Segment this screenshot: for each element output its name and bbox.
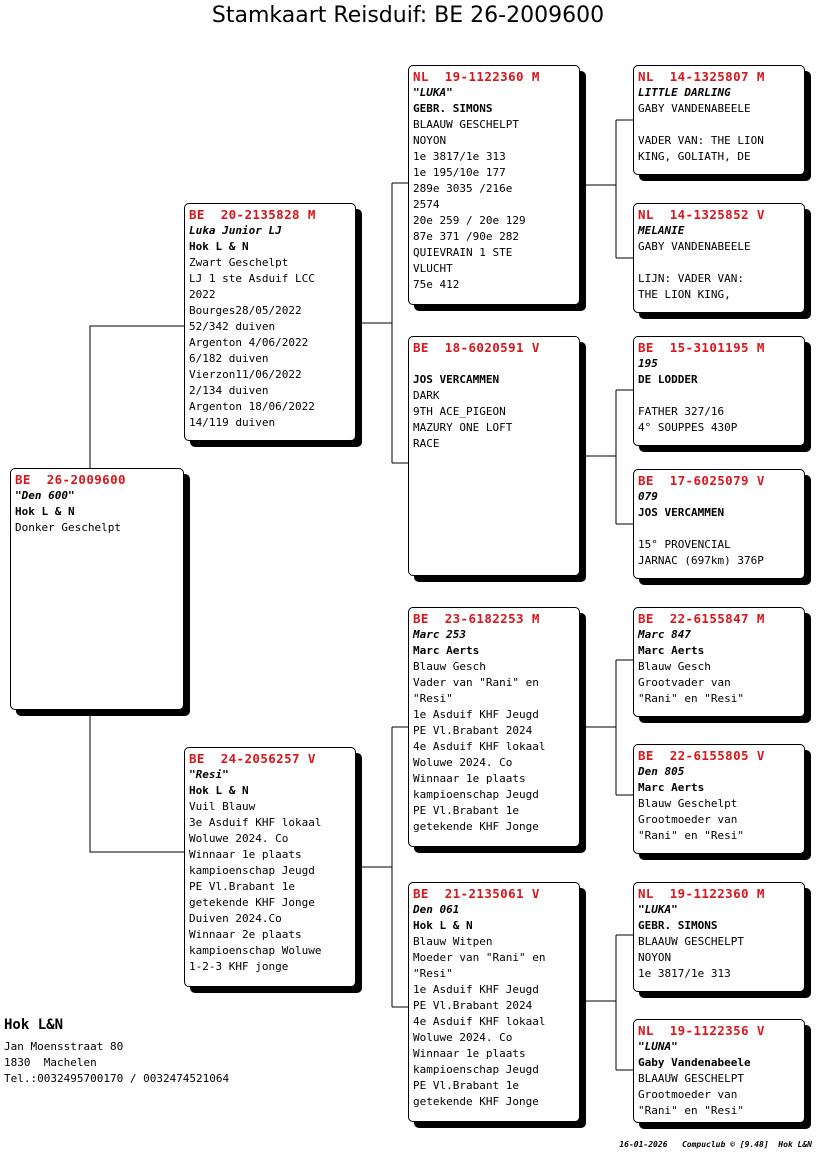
pigeon-detail-line: kampioenschap Jeugd bbox=[413, 788, 539, 801]
pigeon-detail-line: kampioenschap Jeugd bbox=[413, 1063, 539, 1076]
pigeon-detail-line: PE Vl.Brabant 1e bbox=[413, 804, 519, 817]
pigeon-detail-line: Argenton 18/06/2022 bbox=[189, 400, 315, 413]
pigeon-detail-line: 9TH ACE_PIGEON bbox=[413, 405, 506, 418]
pigeon-card-ggp-5[interactable] bbox=[633, 607, 805, 717]
pigeon-owner: JOS VERCAMMEN bbox=[413, 373, 500, 386]
pigeon-detail-line: NOYON bbox=[413, 134, 447, 147]
pigeon-detail-line: Grootmoeder van bbox=[638, 813, 738, 826]
pigeon-owner: DE LODDER bbox=[638, 373, 698, 386]
pigeon-detail-line: 4e Asduif KHF lokaal bbox=[413, 1015, 546, 1028]
pigeon-detail-line: Winnaar 1e plaats bbox=[413, 772, 526, 785]
pigeon-owner: Marc Aerts bbox=[638, 644, 705, 657]
pigeon-detail-line: LJ 1 ste Asduif LCC bbox=[189, 272, 315, 285]
pigeon-detail-line: Woluwe 2024. Co bbox=[413, 756, 513, 769]
pigeon-detail-line: 6/182 duiven bbox=[189, 352, 269, 365]
pigeon-detail-line: Winnaar 1e plaats bbox=[413, 1047, 526, 1060]
pigeon-detail-line: 289e 3035 /216e bbox=[413, 182, 513, 195]
pigeon-detail-line: 1-2-3 KHF jonge bbox=[189, 960, 289, 973]
pigeon-detail-line: Winnaar 2e plaats bbox=[189, 928, 302, 941]
pigeon-owner: GABY VANDENABEELE bbox=[638, 240, 751, 253]
pigeon-detail-line: BLAAUW GESCHELPT bbox=[638, 935, 744, 948]
pigeon-name: "Den 600" bbox=[15, 489, 75, 502]
owner-info bbox=[4, 1017, 229, 1087]
pigeon-owner: JOS VERCAMMEN bbox=[638, 506, 725, 519]
pigeon-card-ggp-3[interactable] bbox=[633, 336, 805, 446]
pigeon-card-dam[interactable] bbox=[184, 747, 356, 987]
pigeon-owner: Hok L & N bbox=[413, 919, 473, 932]
pigeon-detail-line bbox=[638, 388, 800, 404]
pigeon-detail-line: getekende KHF Jonge bbox=[189, 896, 315, 909]
pigeon-detail-line: "Rani" en "Resi" bbox=[638, 1104, 744, 1117]
pigeon-name: 195 bbox=[638, 357, 658, 370]
pigeon-detail-line: PE Vl.Brabant 2024 bbox=[413, 999, 533, 1012]
ring-number: BE 20-2135828 M bbox=[189, 207, 316, 222]
pigeon-owner: Gaby Vandenabeele bbox=[638, 1056, 751, 1069]
pigeon-name: 079 bbox=[638, 490, 658, 503]
pigeon-detail-line bbox=[638, 117, 800, 133]
pigeon-detail-line: BLAAUW GESCHELPT bbox=[638, 1072, 744, 1085]
pigeon-name: "Resi" bbox=[189, 768, 229, 781]
pigeon-detail-line: Blauw Witpen bbox=[413, 935, 493, 948]
pigeon-detail-line: Blauw Gesch bbox=[413, 660, 486, 673]
pigeon-card-subject[interactable] bbox=[10, 468, 184, 710]
pigeon-name: Marc 847 bbox=[638, 628, 691, 641]
pigeon-detail-line: 2/134 duiven bbox=[189, 384, 269, 397]
ring-number: BE 15-3101195 M bbox=[638, 340, 765, 355]
pigeon-card-granddam-paternal[interactable] bbox=[408, 336, 580, 576]
pigeon-detail-line: Vierzon11/06/2022 bbox=[189, 368, 302, 381]
pigeon-detail-line: "Rani" en "Resi" bbox=[638, 692, 744, 705]
owner-phone: Tel.:0032495700170 / 0032474521064 bbox=[4, 1072, 230, 1085]
ring-number: NL 14-1325852 V bbox=[638, 207, 765, 222]
pigeon-detail-line: VADER VAN: THE LION bbox=[638, 134, 764, 147]
pigeon-owner: Hok L & N bbox=[189, 784, 249, 797]
pigeon-detail-line: 2574 bbox=[413, 198, 440, 211]
pigeon-card-grandsire-maternal[interactable] bbox=[408, 607, 580, 847]
ring-number: BE 22-6155805 V bbox=[638, 748, 765, 763]
pigeon-card-sire[interactable] bbox=[184, 203, 356, 441]
pigeon-detail-line: Vader van "Rani" en bbox=[413, 676, 539, 689]
pigeon-detail-line: LIJN: VADER VAN: bbox=[638, 272, 744, 285]
pigeon-detail-line: getekende KHF Jonge bbox=[413, 820, 539, 833]
owner-address-street: Jan Moensstraat 80 bbox=[4, 1040, 124, 1053]
pigeon-detail-line: Donker Geschelpt bbox=[15, 521, 121, 534]
pigeon-detail-line: BLAAUW GESCHELPT bbox=[413, 118, 519, 131]
ring-number: NL 19-1122360 M bbox=[413, 69, 540, 84]
ring-number: NL 19-1122360 M bbox=[638, 886, 765, 901]
pigeon-card-ggp-2[interactable] bbox=[633, 203, 805, 313]
pigeon-detail-line: 20e 259 / 20e 129 bbox=[413, 214, 526, 227]
pigeon-detail-line: 1e 195/10e 177 bbox=[413, 166, 506, 179]
pigeon-name: Marc 253 bbox=[413, 628, 466, 641]
pigeon-detail-line: PE Vl.Brabant 2024 bbox=[413, 724, 533, 737]
pigeon-owner: GEBR. SIMONS bbox=[413, 102, 493, 115]
pigeon-detail-line: THE LION KING, bbox=[638, 288, 731, 301]
pigeon-detail-line: "Resi" bbox=[413, 692, 453, 705]
pigeon-detail-line: 1e Asduif KHF Jeugd bbox=[413, 983, 539, 996]
pigeon-detail-line: Blauw Geschelpt bbox=[638, 797, 738, 810]
pigeon-detail-line: 4° SOUPPES 430P bbox=[638, 421, 738, 434]
pigeon-name: "LUKA" bbox=[638, 903, 678, 916]
pigeon-owner: Hok L & N bbox=[189, 240, 249, 253]
pigeon-card-ggp-6[interactable] bbox=[633, 744, 805, 854]
ring-number: BE 22-6155847 M bbox=[638, 611, 765, 626]
pigeon-owner: Marc Aerts bbox=[413, 644, 480, 657]
pigeon-detail-line: NOYON bbox=[638, 951, 672, 964]
pigeon-detail-line: 52/342 duiven bbox=[189, 320, 276, 333]
pigeon-detail-line: PE Vl.Brabant 1e bbox=[413, 1079, 519, 1092]
pigeon-name: "LUNA" bbox=[638, 1040, 678, 1053]
pigeon-name: MELANIE bbox=[638, 224, 685, 237]
owner-name: Hok L&N bbox=[4, 1017, 64, 1033]
pigeon-detail-line: MAZURY ONE LOFT bbox=[413, 421, 513, 434]
pigeon-detail-line: 14/119 duiven bbox=[189, 416, 276, 429]
pigeon-detail-line bbox=[638, 521, 800, 537]
pigeon-detail-line: "Resi" bbox=[413, 967, 453, 980]
ring-number: BE 18-6020591 V bbox=[413, 340, 540, 355]
pigeon-detail-line: Vuil Blauw bbox=[189, 800, 256, 813]
pigeon-card-ggp-7[interactable] bbox=[633, 882, 805, 992]
ring-number: BE 21-2135061 V bbox=[413, 886, 540, 901]
pigeon-name: Luka Junior LJ bbox=[189, 224, 282, 237]
pigeon-name: Den 805 bbox=[638, 765, 685, 778]
pigeon-name bbox=[413, 356, 575, 372]
pigeon-detail-line: 87e 371 /90e 282 bbox=[413, 230, 519, 243]
pigeon-detail-line: Woluwe 2024. Co bbox=[413, 1031, 513, 1044]
pigeon-detail-line: 2022 bbox=[189, 288, 216, 301]
pigeon-detail-line: Grootmoeder van bbox=[638, 1088, 738, 1101]
pigeon-name: "LUKA" bbox=[413, 86, 453, 99]
pigeon-detail-line: RACE bbox=[413, 437, 440, 450]
pigeon-detail-line: DARK bbox=[413, 389, 440, 402]
ring-number: NL 19-1122356 V bbox=[638, 1023, 765, 1038]
ring-number: BE 17-6025079 V bbox=[638, 473, 765, 488]
pigeon-detail-line: QUIEVRAIN 1 STE bbox=[413, 246, 513, 259]
ring-number: NL 14-1325807 M bbox=[638, 69, 765, 84]
ring-number: BE 24-2056257 V bbox=[189, 751, 316, 766]
ring-number: BE 26-2009600 bbox=[15, 472, 126, 487]
pigeon-card-ggp-1[interactable] bbox=[633, 65, 805, 175]
ring-number: BE 23-6182253 M bbox=[413, 611, 540, 626]
pigeon-owner: Hok L & N bbox=[15, 505, 75, 518]
pigeon-detail-line: Grootvader van bbox=[638, 676, 731, 689]
pigeon-card-ggp-8[interactable] bbox=[633, 1019, 805, 1123]
pigeon-detail-line: Blauw Gesch bbox=[638, 660, 711, 673]
pigeon-detail-line bbox=[638, 255, 800, 271]
pigeon-detail-line: 1e 3817/1e 313 bbox=[413, 150, 506, 163]
pigeon-detail-line: FATHER 327/16 bbox=[638, 405, 725, 418]
pigeon-detail-line: "Rani" en "Resi" bbox=[638, 829, 744, 842]
pigeon-card-grandsire-paternal[interactable] bbox=[408, 65, 580, 305]
page-title: Stamkaart Reisduif: BE 26-2009600 bbox=[211, 3, 605, 28]
pigeon-detail-line: 15° PROVENCIAL bbox=[638, 538, 731, 551]
pigeon-detail-line: Bourges28/05/2022 bbox=[189, 304, 302, 317]
pigeon-detail-line: Duiven 2024.Co bbox=[189, 912, 282, 925]
pigeon-detail-line: kampioenschap Jeugd bbox=[189, 864, 315, 877]
pigeon-detail-line: Argenton 4/06/2022 bbox=[189, 336, 309, 349]
pigeon-detail-line: 3e Asduif KHF lokaal bbox=[189, 816, 322, 829]
owner-address-city: 1830 Machelen bbox=[4, 1056, 97, 1069]
pigeon-name: LITTLE DARLING bbox=[638, 86, 731, 99]
pigeon-name: Den 061 bbox=[413, 903, 460, 916]
pigeon-card-ggp-4[interactable] bbox=[633, 469, 805, 579]
footer-credit: 16-01-2026 Compuclub © [9.48] Hok L&N bbox=[619, 1140, 812, 1149]
pigeon-detail-line: Moeder van "Rani" en bbox=[413, 951, 546, 964]
pigeon-detail-line: 75e 412 bbox=[413, 278, 460, 291]
pigeon-owner: GABY VANDENABEELE bbox=[638, 102, 751, 115]
pigeon-detail-line: 4e Asduif KHF lokaal bbox=[413, 740, 546, 753]
pigeon-detail-line: VLUCHT bbox=[413, 262, 453, 275]
pigeon-detail-line: getekende KHF Jonge bbox=[413, 1095, 539, 1108]
pigeon-owner: Marc Aerts bbox=[638, 781, 705, 794]
pigeon-detail-line: JARNAC (697km) 376P bbox=[638, 554, 764, 567]
pigeon-detail-line: kampioenschap Woluwe bbox=[189, 944, 322, 957]
pigeon-detail-line: KING, GOLIATH, DE bbox=[638, 150, 751, 163]
pigeon-detail-line: Woluwe 2024. Co bbox=[189, 832, 289, 845]
pigeon-detail-line: Winnaar 1e plaats bbox=[189, 848, 302, 861]
pigeon-detail-line: 1e 3817/1e 313 bbox=[638, 967, 731, 980]
pigeon-detail-line: 1e Asduif KHF Jeugd bbox=[413, 708, 539, 721]
pigeon-owner: GEBR. SIMONS bbox=[638, 919, 718, 932]
pigeon-detail-line: Zwart Geschelpt bbox=[189, 256, 289, 269]
pigeon-card-granddam-maternal[interactable] bbox=[408, 882, 580, 1122]
pigeon-detail-line: PE Vl.Brabant 1e bbox=[189, 880, 295, 893]
